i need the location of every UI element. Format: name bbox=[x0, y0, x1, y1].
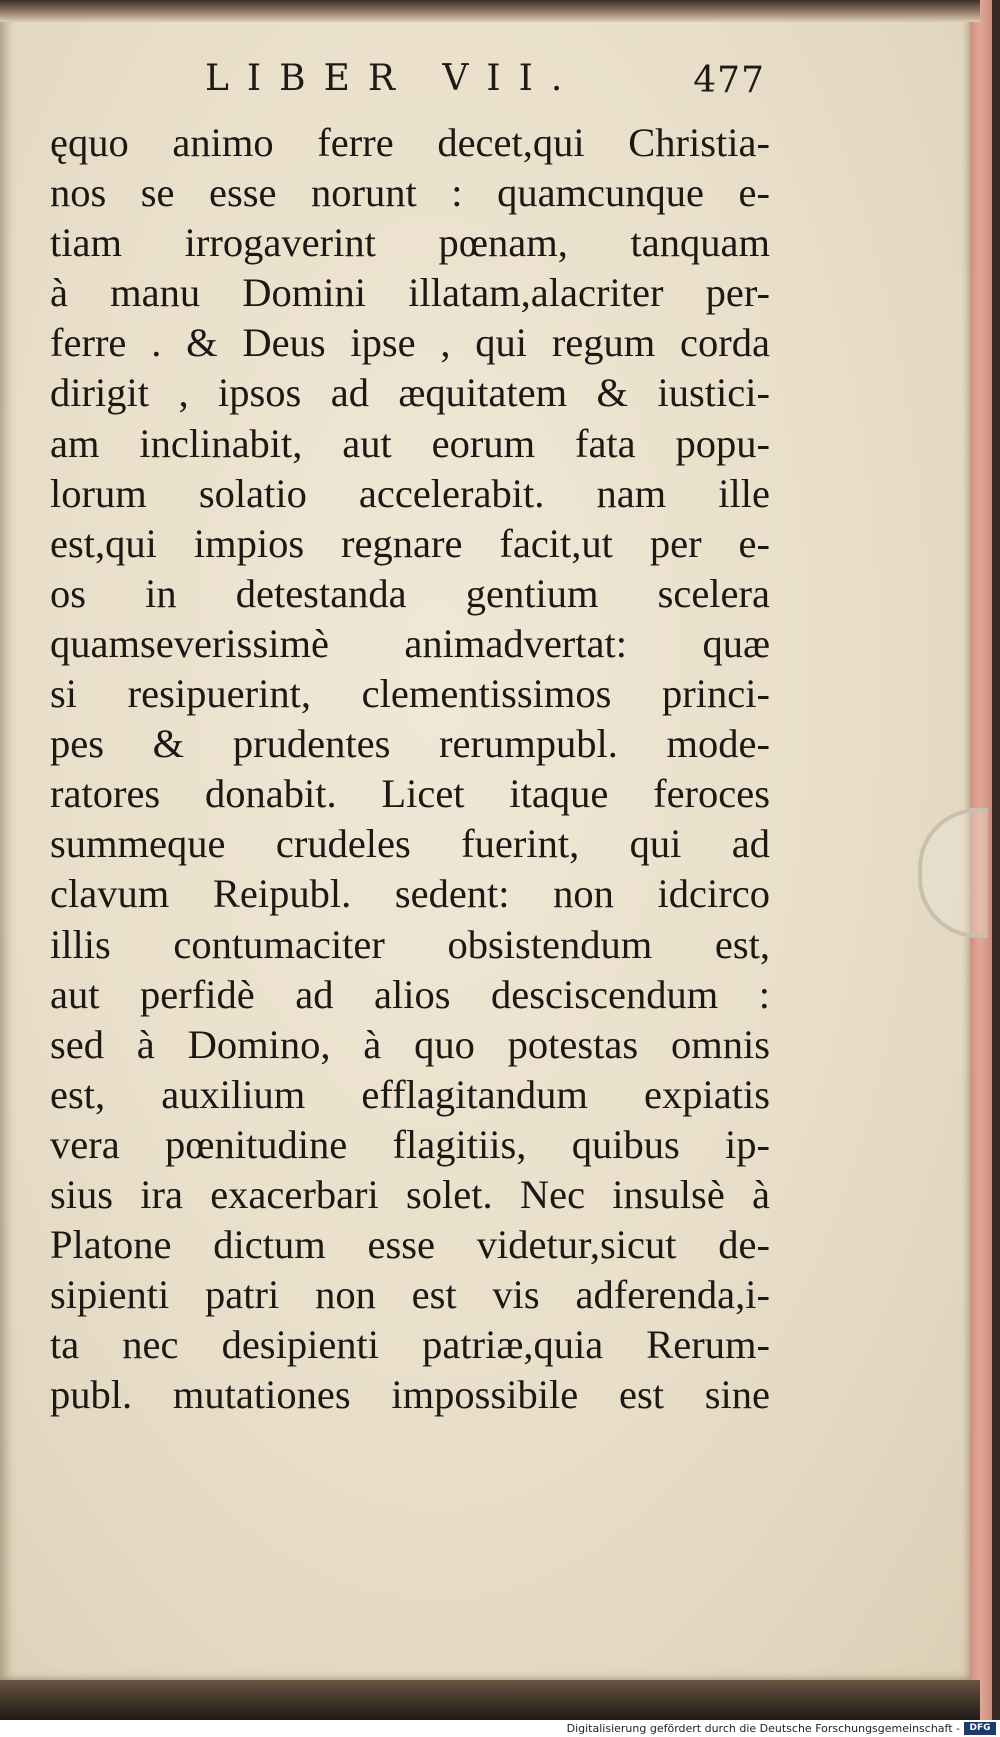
text-line: ferre . & Deus ipse , qui regum corda bbox=[50, 320, 770, 366]
text-line: est, auxilium efflagitandum expiatis bbox=[50, 1071, 770, 1117]
text-line: dirigit , ipsos ad æquitatem & iustici- bbox=[50, 370, 770, 416]
page-header bbox=[205, 58, 765, 118]
text-line: os in detestanda gentium scelera bbox=[50, 570, 770, 616]
dfg-logo: DFG bbox=[964, 1722, 996, 1735]
text-line: quamseverissimè animadvertat: quæ bbox=[50, 620, 770, 666]
text-line: vera pœnitudine flagitiis, quibus ip- bbox=[50, 1121, 770, 1167]
book-top-edge bbox=[0, 0, 980, 22]
text-line: lorum solatio accelerabit. nam ille bbox=[50, 470, 770, 516]
text-line: publ. mutationes impossibile est sine bbox=[50, 1372, 770, 1418]
text-line: nos se esse norunt : quamcunque e- bbox=[50, 170, 770, 216]
text-line: sipienti patri non est vis adferenda,i- bbox=[50, 1272, 770, 1318]
text-line: si resipuerint, clementissimos princi- bbox=[50, 671, 770, 717]
text-line: aut perfidè ad alios desciscendum : bbox=[50, 971, 770, 1017]
text-line: ęquo animo ferre decet,qui Christia- bbox=[50, 120, 770, 165]
text-line: ta nec desipienti patriæ,quia Rerum- bbox=[50, 1322, 770, 1368]
text-line: illis contumaciter obsistendum est, bbox=[50, 921, 770, 967]
page-number: 477 bbox=[693, 60, 765, 101]
body-text bbox=[50, 118, 770, 1420]
text-line: am inclinabit, aut eorum fata popu- bbox=[50, 420, 770, 466]
text-line: ratores donabit. Licet itaque feroces bbox=[50, 771, 770, 817]
text-line: sius ira exacerbari solet. Nec insulsè à bbox=[50, 1171, 770, 1217]
text-line: Platone dictum esse videtur,sicut de- bbox=[50, 1222, 770, 1268]
digitization-credit: Digitalisierung gefördert durch die Deutsche Forschungsgemeinschaft - bbox=[566, 1722, 960, 1735]
book-bottom-shadow bbox=[0, 1680, 980, 1720]
text-line: summeque crudeles fuerint, qui ad bbox=[50, 821, 770, 867]
text-line: à manu Domini illatam,alacriter per- bbox=[50, 270, 770, 316]
running-head: LIBER VII. bbox=[205, 58, 581, 99]
text-line: sed à Domino, à quo potestas omnis bbox=[50, 1021, 770, 1067]
text-line: est,qui impios regnare facit,ut per e- bbox=[50, 520, 770, 566]
text-line: tiam irrogaverint pœnam, tanquam bbox=[50, 220, 770, 266]
text-line: clavum Reipubl. sedent: non idcirco bbox=[50, 871, 770, 917]
text-line: pes & prudentes rerumpubl. mode- bbox=[50, 721, 770, 767]
